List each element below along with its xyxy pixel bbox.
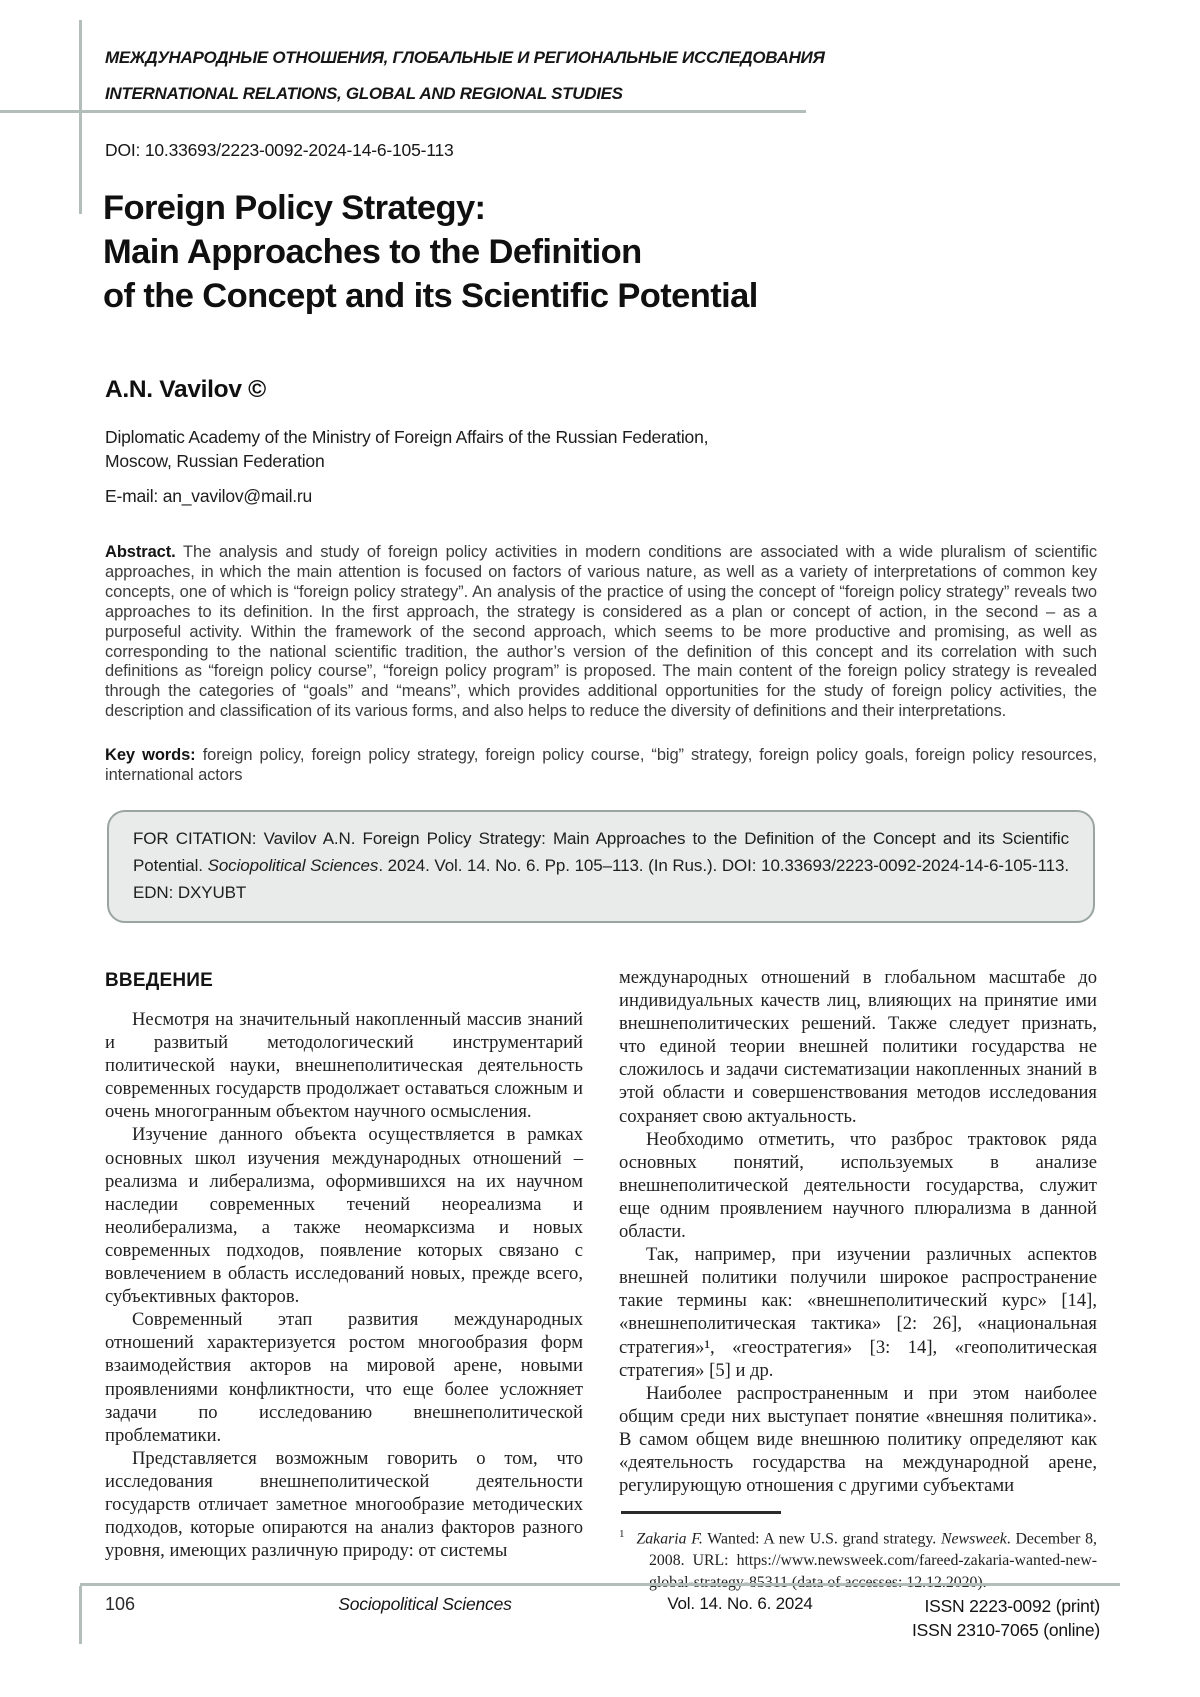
footnote-middle: Wanted: A new U.S. grand strategy. xyxy=(702,1529,941,1547)
left-margin-rule xyxy=(79,20,82,214)
article-title: Foreign Policy Strategy: Main Approaches to the Definition of the Concept and its Scientific Potential xyxy=(103,189,758,315)
footnote-block xyxy=(619,1511,1097,1594)
two-column-body xyxy=(105,966,1097,1594)
paragraph: Изучение данного объекта осуществляется в рамках основных школ изучения международных отношений – реализма и либерализма, оформившихся на их научном наследии современных течений неореализма и неолиберализма, а также неомарксизма и новых современных подходов, появление которых связано с вовлечением в область исследований новых, прежде всего, субъективных факторов. xyxy=(105,1124,583,1308)
citation-journal-name: Sociopolitical Sciences xyxy=(207,856,379,875)
paragraph: Современный этап развития международных отношений характеризуется ростом многообразия форм взаимодействия акторов на мировой арене, новыми проявлениями конфликтности, что еще более усложняет задачи по исследованию внешнеполитической проблематики. xyxy=(105,1309,583,1446)
introduction-heading: ВВЕДЕНИЕ xyxy=(105,970,213,991)
abstract-paragraph xyxy=(105,543,1097,722)
footnote-journal: Newsweek xyxy=(940,1529,1007,1547)
left-column xyxy=(105,966,583,1594)
paragraph: Несмотря на значительный накопленный массив знаний и развитый методологический инструментарий политической науки, внешнеполитическая деятельность современных государств продолжает оставаться сложным и очень многогранным объектом научного осмысления. xyxy=(105,1009,583,1123)
footer-issn xyxy=(885,1594,1100,1642)
paragraph: Необходимо отметить, что разброс трактовок ряда основных понятий, используемых в анализе внешнеполитической деятельности государства, служит еще одним проявлением научного плюрализма в данной области. xyxy=(619,1128,1097,1243)
author-email: E-mail: an_vavilov@mail.ru xyxy=(105,486,313,506)
citation-text-before: FOR CITATION: Vavilov A.N. Foreign Policy Strategy: Main Approaches to the Definition of the Concept and its Scientific Potential. xyxy=(133,829,1069,875)
footnote-marker: 1 xyxy=(619,1527,625,1540)
footnote-url-text: . December 8, 2008. URL: https://www.newsweek.com/fareed-zakaria-wanted-new- xyxy=(649,1529,1097,1569)
issn-print: ISSN 2223-0092 (print) xyxy=(924,1596,1100,1616)
footer-volume-issue: Vol. 14. No. 6. 2024 xyxy=(667,1594,813,1613)
paragraph: Наиболее распространенным и при этом наиболее общим среди них выступает понятие «внешняя политика». В самом общем виде внешнюю политику определяют как «деятельность государства на международной арене, регулирующую отношения с другими субъектами xyxy=(619,1382,1097,1497)
footnote-author: Zakaria F. xyxy=(636,1529,703,1547)
doi-text: DOI: 10.33693/2223-0092-2024-14-6-105-113 xyxy=(105,140,454,160)
abstract-label: Abstract. xyxy=(105,543,176,561)
issn-online: ISSN 2310-7065 (online) xyxy=(911,1620,1100,1640)
journal-section-header xyxy=(105,40,825,112)
page-footer xyxy=(105,1594,1100,1642)
footer-margin-rule xyxy=(79,1586,82,1644)
for-citation-box xyxy=(107,810,1095,923)
paragraph: международных отношений в глобальном масштабе до индивидуальных качеств лиц, влияющих на принятие ими внешнеполитических решений. Также следует признать, что единой теории внешней политики государства не сложилось и задачи систематизации накопленных знаний в этой области и совершенствования методов исследования сохраняет свою актуальность. xyxy=(619,967,1097,1127)
right-column-text xyxy=(619,966,1097,1497)
footer-journal-name: Sociopolitical Sciences xyxy=(338,1594,512,1614)
citation-text-after: . 2024. Vol. 14. No. 6. Pp. 105–113. (In Rus.). DOI: 10.33693/2223-0092-2024-14-6-105-113. EDN: DXYUBT xyxy=(133,856,1069,902)
left-column-text xyxy=(105,1008,583,1562)
footnote-separator-rule xyxy=(621,1511,781,1514)
right-column xyxy=(619,966,1097,1594)
keywords-label: Key words: xyxy=(105,746,196,764)
keywords-text: foreign policy, foreign policy strategy, foreign policy course, “big” strategy, foreign policy goals, foreign policy resources, international actors xyxy=(105,746,1098,784)
footer-divider-rule xyxy=(80,1583,1120,1586)
author-name: A.N. Vavilov © xyxy=(105,376,266,403)
paragraph: Так, например, при изучении различных аспектов внешней политики получили широкое распространение такие термины как: «внешнеполитический курс» [14], «внешнеполитическая тактика» [2: 26], «национальная стратегия»¹, «геостратегия» [3: 14], «геополитическая стратегия» [5] и др. xyxy=(619,1244,1097,1381)
abstract-text: The analysis and study of foreign policy activities in modern conditions are associated with a wide pluralism of scientific approaches, in which the main attention is focused on factors of various nature, as well as a variety of interpretations of common key concepts, one of which is “foreign policy strategy”. An analysis of the practice of using the concept of “foreign policy strategy” reveals two approaches to its definition. In the first approach, the strategy is considered as a plan or concept of action, in the second – as a purposeful activity. Within the framework of the second approach, which seems to be more productive and promising, as well as corresponding to the national scientific tradition, the author’s version of the definition of this concept and its correlation with such definitions as “foreign policy course”, “foreign policy program” is proposed. The main content of the foreign policy strategy is revealed through the categories of “goals” and “means”, which provides additional opportunities for the study of foreign policy activities, the description and classification of its various forms, and also helps to reduce the diversity of definitions and their interpretations. xyxy=(105,543,1097,721)
paragraph: Представляется возможным говорить о том, что исследования внешнеполитической деятельности государств отличает заметное многообразие методических подходов, которые опираются на анализ факторов разного уровня, имеющих различную природу: от системы xyxy=(105,1447,583,1562)
page-number: 106 xyxy=(105,1594,136,1614)
keywords-paragraph xyxy=(105,745,1097,785)
author-affiliation: Diplomatic Academy of the Ministry of Foreign Affairs of the Russian Federation, Moscow, Russian Federation xyxy=(105,427,709,471)
section-title-ru: МЕЖДУНАРОДНЫЕ ОТНОШЕНИЯ, ГЛОБАЛЬНЫЕ И РЕГИОНАЛЬНЫЕ ИССЛЕДОВАНИЯ xyxy=(105,48,825,67)
section-title-en: INTERNATIONAL RELATIONS, GLOBAL AND REGIONAL STUDIES xyxy=(105,84,623,103)
